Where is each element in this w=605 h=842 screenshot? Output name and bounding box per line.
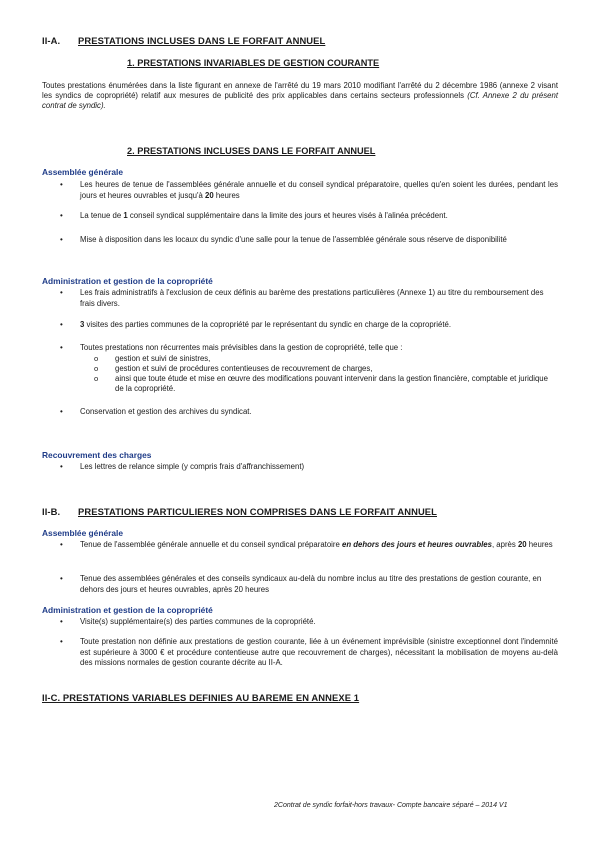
sub-list-item: o gestion et suivi de sinistres,	[94, 354, 211, 363]
list-item: • Les frais administratifs à l'exclusion de ceux définis au barème des prestations particulières (Annexe 1) au titre du remboursement des frais divers.	[60, 288, 544, 308]
list-item: • Les lettres de relance simple (y compris frais d'affranchissement)	[60, 462, 305, 471]
list-item: • 3 visites des parties communes de la copropriété par le représentant du syndic en charge de la copropriété.	[60, 320, 451, 329]
section-heading-II-C: II-C. PRESTATIONS VARIABLES DEFINIES AU BAREME EN ANNEXE 1	[42, 692, 360, 703]
subsection-1-paragraph	[42, 81, 558, 111]
circle-bullet-icon: o	[94, 364, 99, 373]
list-item: • Visite(s) supplémentaire(s) des parties communes de la copropriété.	[60, 617, 316, 626]
bullet-icon: •	[60, 320, 63, 329]
page-footer	[274, 802, 507, 809]
list-item: • Toute prestation non définie aux prestations de gestion courante, liée à un événement imprévisible (sinistre exceptionnel dont l'indemnité est supérieure à 3000 € et procédure contentieuse autre que recouvrement de charges), nécessitant la mobilisation de moyens au-delà des missions normales de gestion courante décrite au II-A.	[60, 637, 558, 668]
list-item: • Les heures de tenue de l'assemblées générale annuelle et du conseil syndical préparatoire, quelles qu'en soient les durées, pendant les jours et heures ouvrables et jusqu'à 20 heures	[60, 180, 558, 200]
list-item: • Toutes prestations non récurrentes mais prévisibles dans la gestion de copropriété, telle que :	[60, 343, 403, 352]
bullet-icon: •	[60, 407, 63, 416]
list-item: • Tenue des assemblées générales et des conseils syndicaux au-delà du nombre inclus au titre des prestations de gestion courante, en dehors des jours et heures ouvrables, après 20 heures	[60, 574, 542, 594]
heading-assemblee-generale-b: Assemblée générale	[42, 528, 124, 538]
bullet-icon: •	[60, 211, 63, 220]
paragraph-italic-note: (Cf. Annexe 2 du présent contrat de syndic).	[42, 91, 559, 110]
bullet-icon: •	[60, 574, 63, 583]
bullet-icon: •	[60, 180, 63, 189]
heading-administration-b: Administration et gestion de la copropriété	[42, 605, 213, 615]
bullet-icon: •	[60, 462, 63, 471]
section-heading-II-A	[42, 35, 325, 46]
subsection-heading-1: 1. PRESTATIONS INVARIABLES DE GESTION COURANTE	[127, 58, 380, 68]
section-title: PRESTATIONS PARTICULIERES NON COMPRISES DANS LE FORFAIT ANNUEL	[78, 506, 437, 517]
list-item: • La tenue de 1 conseil syndical supplémentaire dans la limite des jours et heures visés à l'alinéa précédent.	[60, 211, 448, 220]
list-item: • Conservation et gestion des archives du syndicat.	[60, 407, 252, 416]
footer-text: Contrat de syndic forfait-hors travaux- Compte bancaire séparé – 2014 V1	[277, 802, 508, 809]
paragraph-text: Toutes prestations énumérées dans la liste figurant en annexe de l'arrêté du 19 mars 2010 modifiant l'arrêté du 2 décembre 1986 (annexe 2 visant les syndics de copropriété) relatif aux mesures de publicité des prix applicables dans certains secteurs professionnels	[42, 81, 558, 100]
subsection-heading-2: 2. PRESTATIONS INCLUSES DANS LE FORFAIT ANNUEL	[127, 146, 376, 156]
list-item: • Tenue de l'assemblée générale annuelle et du conseil syndical préparatoire en dehors des jours et heures ouvrables, après 20 heures	[60, 540, 553, 549]
bullet-icon: •	[60, 637, 63, 646]
circle-bullet-icon: o	[94, 374, 99, 383]
heading-administration: Administration et gestion de la copropriété	[42, 276, 213, 286]
bullet-icon: •	[60, 235, 63, 244]
bullet-icon: •	[60, 617, 63, 626]
heading-recouvrement: Recouvrement des charges	[42, 450, 152, 460]
sub-list-item: o gestion et suivi de procédures contentieuses de recouvrement de charges,	[94, 364, 373, 373]
sub-list-item: o ainsi que toute étude et mise en œuvre des modifications pouvant intervenir dans la gestion financière, comptable et juridique de la copropriété.	[94, 374, 548, 394]
section-title: PRESTATIONS INCLUSES DANS LE FORFAIT ANNUEL	[78, 35, 326, 46]
section-number: II-B.	[42, 506, 61, 517]
section-number: II-A.	[42, 35, 61, 46]
bullet-icon: •	[60, 343, 63, 352]
list-item: • Mise à disposition dans les locaux du syndic d'une salle pour la tenue de l'assemblée générale sous réserve de disponibilité	[60, 235, 507, 244]
page-number: 2	[274, 802, 278, 809]
heading-assemblee-generale: Assemblée générale	[42, 167, 124, 177]
bullet-icon: •	[60, 540, 63, 549]
bullet-icon: •	[60, 288, 63, 297]
circle-bullet-icon: o	[94, 354, 99, 363]
section-heading-II-B	[42, 506, 437, 517]
